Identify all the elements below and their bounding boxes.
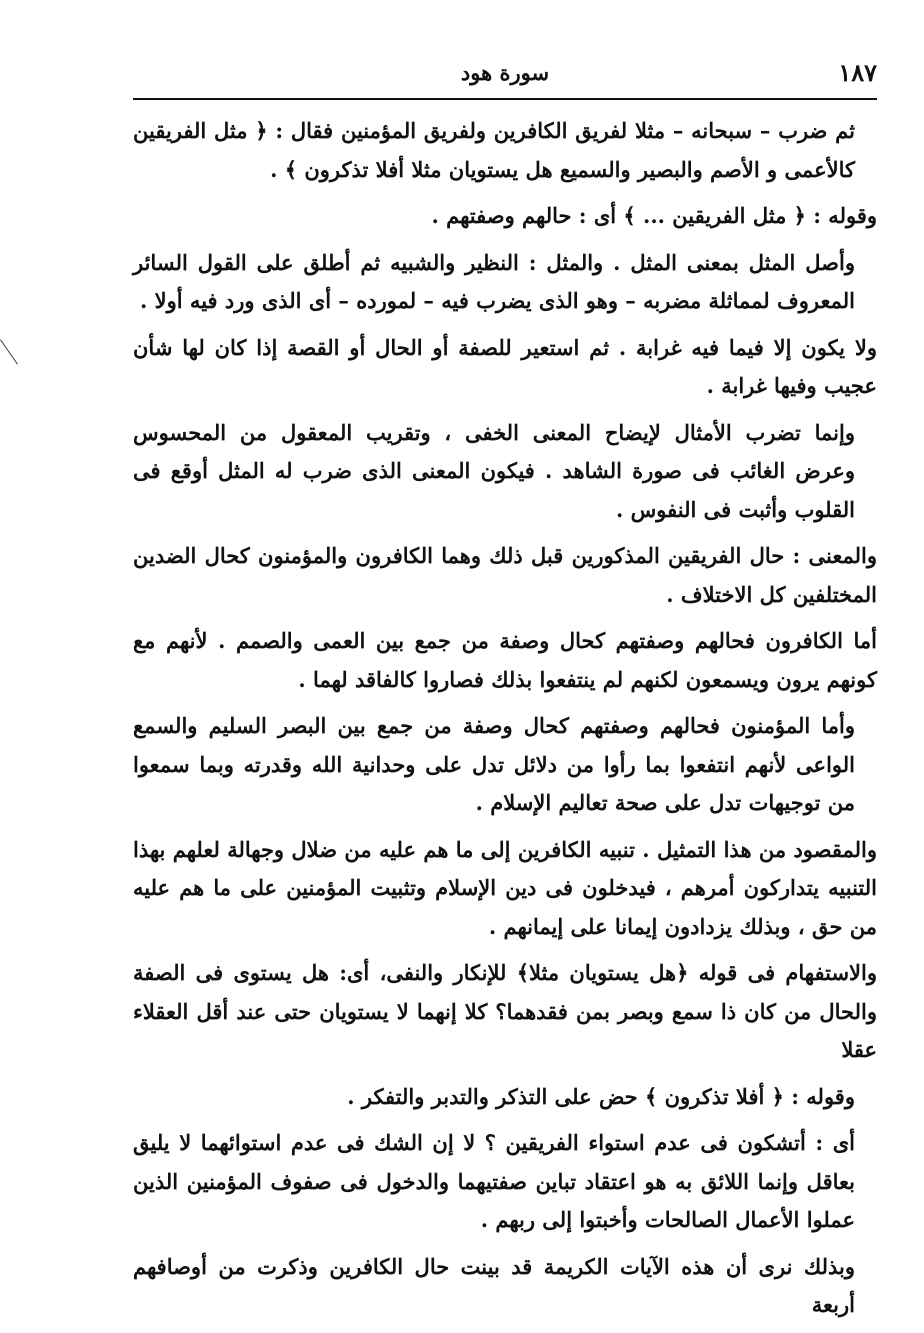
margin-stray-mark	[0, 331, 29, 364]
paragraph-6: والمعنى : حال الفريقين المذكورين قبل ذلك وهما الكافرون والمؤمنون كحال الضدين المختلفين كل الاختلاف .	[133, 543, 877, 607]
paragraph-11: وقوله : ﴿ أفلا تذكرون ﴾ حض على التذكر والتدبر والتفكر .	[347, 1083, 855, 1109]
paragraph-9: والمقصود من هذا التمثيل . تنبيه الكافرين إلى ما هم عليه من ضلال وجهالة لعلهم بهذا التنبيه يتداركون أمرهم ، فيدخلون فى دين الإسلام وتثبيت المؤمنين على ما هم عليه من حق ، وبذلك يزدادون إيمانا على إيمانهم .	[133, 836, 877, 939]
paragraph-2: وقوله : ﴿ مثل الفريقين ... ﴾ أى : حالهم وصفتهم .	[431, 203, 877, 228]
paragraph-3: وأصل المثل بمعنى المثل . والمثل : النظير والشبيه ثم أطلق على القول السائر المعروف لمماثلة مضربه – وهو الذى يضرب فيه – لمورده – أى الذى ورد فيه أولا .	[133, 249, 855, 313]
paragraph-8: وأما المؤمنون فحالهم وصفتهم كحال وصفة من جمع بين البصر السليم والسمع الواعى لأنهم انتفعوا بما رأوا من دلائل تدل على وحدانية الله وقدرته وبما سمعوا من توجيهات تدل على صحة تعاليم الإسلام .	[133, 713, 855, 815]
paragraph-13: وبذلك نرى أن هذه الآيات الكريمة قد بينت حال الكافرين وذكرت من أوصافهم أربعة	[133, 1253, 855, 1317]
paragraph-1: ثم ضرب – سبحانه – مثلا لفريق الكافرين ولفريق المؤمنين فقال : ﴿ مثل الفريقين كالأعمى و الأصم والبصير والسميع هل يستويان مثلا أفلا تذكرون ﴾ .	[133, 118, 855, 182]
paragraph-4: ولا يكون إلا فيما فيه غرابة . ثم استعير للصفة أو الحال أو القصة إذا كان لها شأن عجيب وفيها غرابة .	[133, 334, 877, 398]
page-number: ١٨٧	[838, 58, 877, 87]
paragraph-7: أما الكافرون فحالهم وصفتهم كحال وصفة من جمع بين العمى والصمم . لأنهم مع كونهم يرون ويسمعون لكنهم لم ينتفعوا بذلك فصاروا كالفاقد لهما .	[133, 628, 877, 692]
body-text	[133, 112, 877, 1333]
paragraph-10: والاستفهام فى قوله ﴿هل يستويان مثلا﴾ للإنكار والنفى، أى: هل يستوى فى الصفة والحال من كان ذا سمع وبصر بمن فقدهما؟ كلا إنهما لا يستويان حتى عند أقل العقلاء عقلا	[133, 960, 877, 1062]
page-header	[133, 58, 877, 92]
running-title: سورة هود	[460, 60, 550, 85]
paragraph-5: وإنما تضرب الأمثال لإيضاح المعنى الخفى ، وتقريب المعقول من المحسوس وعرض الغائب فى صورة الشاهد . فيكون المعنى الذى ضرب له المثل أوقع فى القلوب وأثبت فى النفوس .	[133, 419, 855, 522]
header-divider	[133, 98, 877, 100]
paragraph-12: أى : أتشكون فى عدم استواء الفريقين ؟ لا إن الشك فى عدم استوائهما لا يليق بعاقل وإنما اللائق به هو اعتقاد تباين صفتيهما والدخول فى صفوف المؤمنين الذين عملوا الأعمال الصالحات وأخبتوا إلى ربهم .	[133, 1130, 855, 1232]
